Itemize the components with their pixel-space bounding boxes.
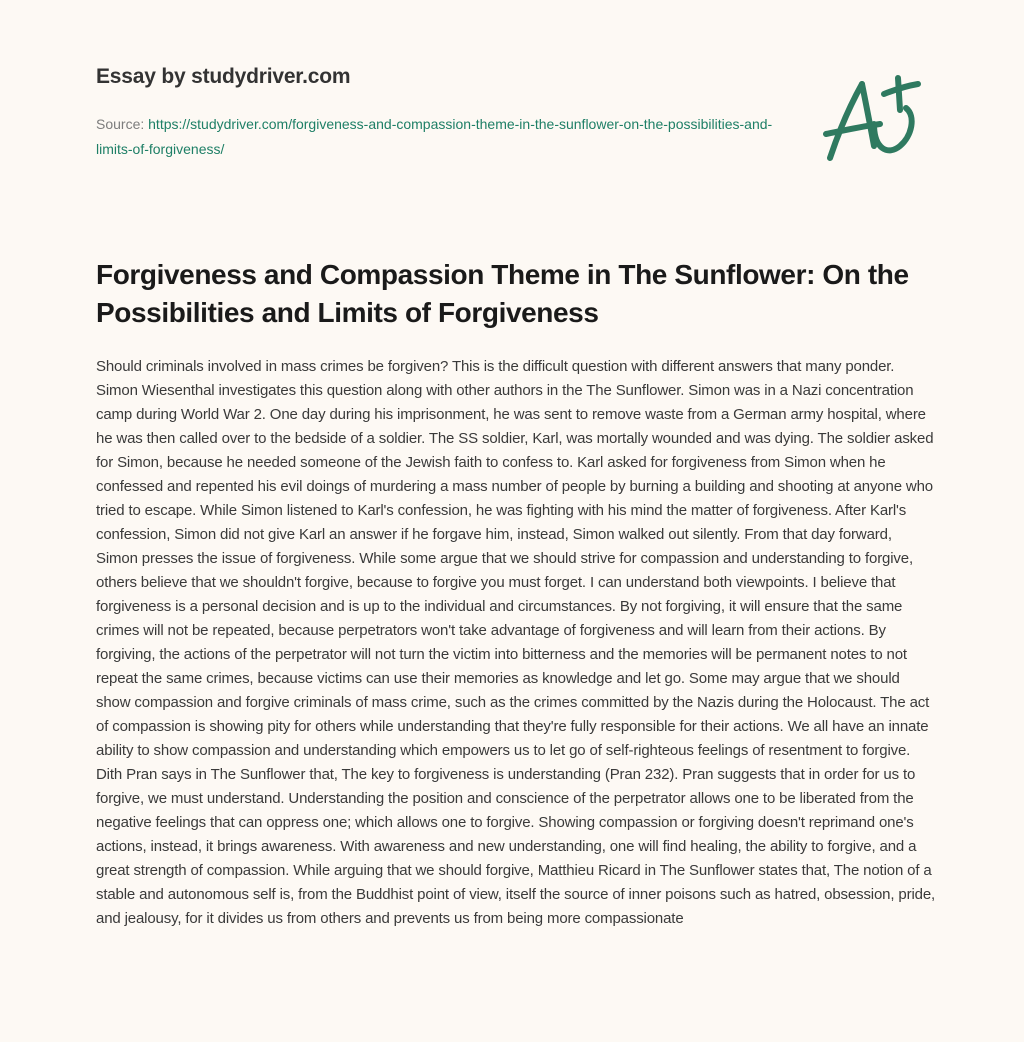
site-title: Essay by studydriver.com: [96, 65, 351, 88]
essay-title: Forgiveness and Compassion Theme in The Sunflower: On the Possibilities and Limits of Forgiveness: [96, 259, 909, 328]
source-link[interactable]: https://studydriver.com/forgiveness-and-compassion-theme-in-the-sunflower-on-the-possibilities-and-limits-of-forgiveness/: [96, 116, 773, 157]
essay-body: Should criminals involved in mass crimes be forgiven? This is the difficult question with different answers that many ponder. Simon Wiesenthal investigates this question along with other authors in the The Sunflower. Simon was in a Nazi concentration camp during World War 2. One day during his imprisonment, he was sent to remove waste from a German army hospital, where he was then called over to the bedside of a soldier. The SS soldier, Karl, was mortally wounded and was dying. The soldier asked for Simon, because he needed someone of the Jewish faith to confess to. Karl asked for forgiveness from Simon when he confessed and repented his evil doings of murdering a mass number of people by burning a building and shooting at anyone who tried to escape. While Simon listened to Karl's confession, he was fighting with his mind the matter of forgiveness. After Karl's confession, Simon did not give Karl an answer if he forgave him, instead, Simon walked out silently. From that day forward, Simon presses the issue of forgiveness. While some argue that we should strive for compassion and understanding to forgive, others believe that we shouldn't forgive, because to forgive you must forget. I can understand both viewpoints. I believe that forgiveness is a personal decision and is up to the individual and circumstances. By not forgiving, it will ensure that the same crimes will not be repeated, because perpetrators won't take advantage of forgiveness and will learn from their actions. By forgiving, the actions of the perpetrator will not turn the victim into bitterness and the memories will be permanent notes to not repeat the same crimes, because victims can use their memories as knowledge and let go. Some may argue that we should show compassion and forgive criminals of mass crime, such as the crimes committed by the Nazis during the Holocaust. The act of compassion is showing pity for others while understanding that they're fully responsible for their actions. We all have an innate ability to show compassion and understanding which empowers us to let go of self-righteous feelings of resentment to forgive. Dith Pran says in The Sunflower that, The key to forgiveness is understanding (Pran 232). Pran suggests that in order for us to forgive, we must understand. Understanding the position and conscience of the perpetrator allows one to be liberated from the negative feelings that can oppress one; which allows one to forgive. Showing compassion or forgiving doesn't reprimand one's actions, instead, it brings awareness. With awareness and new understanding, one will find healing, the ability to forgive, and a great strength of compassion. While arguing that we should forgive, Matthieu Ricard in The Sunflower states that, The notion of a stable and autonomous self is, from the Buddhist point of view, itself the source of inner poisons such as hatred, obsession, pride, and jealousy, for it divides us from others and prevents us from being more compassionate: [96, 358, 936, 927]
essay-header: [96, 62, 776, 162]
source-label: Source:: [96, 116, 145, 132]
a-plus-grade-icon: [818, 64, 930, 168]
source-line: [96, 112, 776, 162]
